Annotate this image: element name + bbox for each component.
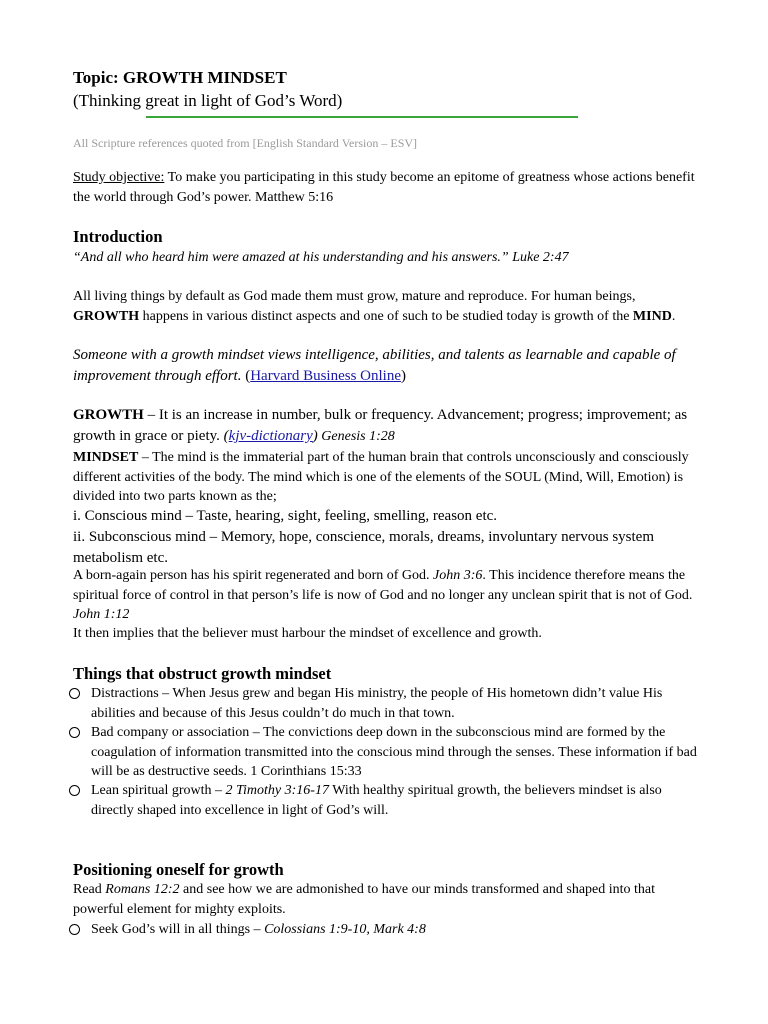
introduction-quote: “And all who heard him were amazed at his understanding and his answers.” Luke 2:47 [73,250,569,265]
lean-growth-text-2: With healthy spiritual growth, the believers mindset is also directly shaped into excellence in light of God’s will. [91,783,662,818]
subconscious-mind-item [73,527,703,569]
growth-term: GROWTH [73,407,144,423]
positioning-heading: Positioning oneself for growth [73,860,284,879]
born-again-paragraph [73,566,703,625]
intro-text-1: All living things by default as God made them must grow, mature and reproduce. For human beings, [73,289,636,304]
lean-growth-text-1: Lean spiritual growth – [91,783,226,798]
page-title: Topic: GROWTH MINDSET [73,68,287,87]
kjv-dictionary-link[interactable]: kjv-dictionary [228,428,313,444]
obstruct-item-text: Bad company or association – The convictions deep down in the subconscious mind are formed by the coagulation of information transmitted into the conscious mind through the senses. These information if bad will be as destructive seeds. 1 Corinthians 15:33 [91,725,697,779]
obstruct-item-distractions [69,684,699,723]
conscious-mind-item: i. Conscious mind – Taste, hearing, sight, feeling, smelling, reason etc. [73,508,498,524]
obstruct-item-lean-growth [69,781,699,820]
obstruct-item-text: Distractions – When Jesus grew and began His ministry, the people of His hometown didn’t value His abilities and because of this Jesus couldn’t do much in that town. [91,686,663,721]
source-close: ) [401,368,407,384]
obstruct-item-text [91,781,699,820]
mindset-definition [73,448,703,507]
intro-mind-term: MIND [632,308,672,324]
subconscious-mind-text: ii. Subconscious mind – Memory, hope, conscience, morals, dreams, involuntary nervous system metabolism etc. [73,529,655,566]
intro-growth-term: GROWTH [73,308,140,324]
seek-god-text: Seek God’s will in all things – [91,922,265,937]
page-subtitle: (Thinking great in light of God’s Word) [73,91,343,110]
growth-definition [73,405,703,447]
study-objective-label: Study objective: [73,170,165,185]
intro-text-2: happens in various distinct aspects and one of such to be studied today is growth of the [139,308,633,324]
born-again-text-2: . This incidence therefore means the spiritual force of control in that person’s life is now of God and no longer any unclean spirit that is not of God. [73,568,693,603]
growth-mindset-quote: Someone with a growth mindset views intelligence, abilities, and talents as learnable and capable of improvement through effort. [73,347,676,384]
positioning-item-text [91,920,699,940]
circle-bullet-icon [69,924,80,935]
growth-source-close: ) [312,428,318,444]
harvard-business-link[interactable]: Harvard Business Online [250,368,402,384]
positioning-paragraph [73,880,703,919]
growth-source-open: ( [223,428,229,444]
obstruct-item-bad-company [69,723,699,782]
lean-growth-ref: 2 Timothy 3:16-17 [225,783,329,798]
positioning-text-1: Read [73,882,106,897]
born-again-ref-1: John 3:6 [433,568,483,583]
born-again-text-1: A born-again person has his spirit regenerated and born of God. [73,568,434,583]
growth-ref: Genesis 1:28 [317,429,395,444]
implies-paragraph: It then implies that the believer must harbour the mindset of excellence and growth. [73,626,542,641]
title-divider [146,116,578,118]
positioning-text-2: and see how we are admonished to have our minds transformed and shaped into that powerful element for mighty exploits. [73,882,656,917]
growth-text: – It is an increase in number, bulk or frequency. Advancement; progress; improvement; as growth in grace or piety. [73,407,688,444]
circle-bullet-icon [69,785,80,796]
scripture-note: All Scripture references quoted from [English Standard Version – ESV] [73,136,418,150]
study-objective [73,168,703,207]
mindset-term: MINDSET [73,450,139,465]
seek-god-ref: Colossians 1:9-10, Mark 4:8 [264,922,426,937]
obstruct-heading: Things that obstruct growth mindset [73,664,332,683]
introduction-heading: Introduction [73,227,163,246]
circle-bullet-icon [69,688,80,699]
mindset-text: – The mind is the immaterial part of the human brain that controls unconsciously and consciously different activities of the body. The mind which is one of the elements of the SOUL (Mind, Will, Emotion) is divided into two parts known as the; [73,450,689,504]
introduction-paragraph [73,287,703,326]
intro-text-3: . [671,308,676,324]
source-open: ( [241,368,251,384]
positioning-ref: Romans 12:2 [105,882,180,897]
positioning-item-seek-god [69,920,699,940]
study-objective-text: To make you participating in this study become an epitome of greatness whose actions benefit the world through God’s power. Matthew 5:16 [73,170,695,205]
growth-mindset-definition [73,345,703,387]
circle-bullet-icon [69,727,80,738]
born-again-ref-2: John 1:12 [73,607,130,622]
